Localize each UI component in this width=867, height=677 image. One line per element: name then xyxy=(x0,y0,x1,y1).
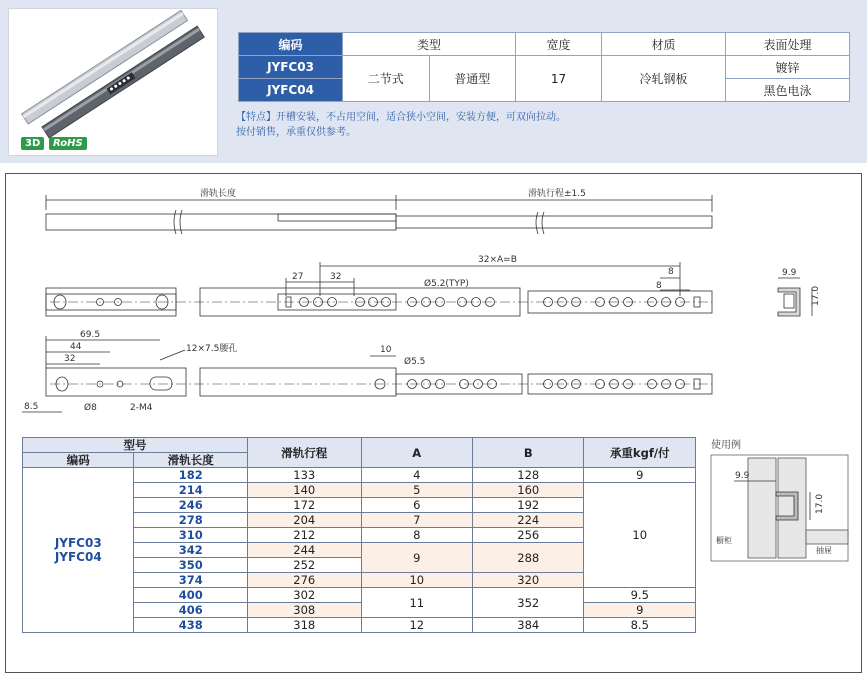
length-cell: 214 xyxy=(134,483,248,498)
hole-5-5-label: Ø5.5 xyxy=(404,357,426,367)
length-cell: 400 xyxy=(134,588,248,603)
typ-hole-label: Ø5.2(TYP) xyxy=(424,279,469,289)
travel-cell: 276 xyxy=(248,573,362,588)
spec-header-material: 材质 xyxy=(602,33,726,56)
model-code: JYFC04 xyxy=(54,550,102,564)
length-cell: 438 xyxy=(134,618,248,633)
travel-cell: 172 xyxy=(248,498,362,513)
travel-cell: 140 xyxy=(248,483,362,498)
spec-header-surface: 表面处理 xyxy=(726,33,850,56)
spec-header-type: 类型 xyxy=(343,33,516,56)
travel-cell: 318 xyxy=(248,618,362,633)
b-cell: 288 xyxy=(473,543,584,573)
length-cell: 182 xyxy=(134,468,248,483)
dim-10-label: 10 xyxy=(380,345,392,355)
spec-width: 17 xyxy=(516,56,602,102)
b-header: B xyxy=(473,438,584,468)
b-cell: 320 xyxy=(473,573,584,588)
dim-8-label: 8 xyxy=(656,281,662,291)
cabinet-label: 橱柜 xyxy=(716,536,732,545)
length-cell: 310 xyxy=(134,528,248,543)
features-note: 【特点】开槽安装，不占用空间，适合狭小空间，安装方便，可双向拉动。 xyxy=(236,112,566,123)
hole-8-label: Ø8 xyxy=(84,403,97,413)
length-header: 滑轨长度 xyxy=(134,453,248,468)
usage-width-label: 9.9 xyxy=(735,471,750,481)
spec-code: JYFC04 xyxy=(239,79,343,102)
length-cell: 406 xyxy=(134,603,248,618)
a-cell: 9 xyxy=(361,543,472,573)
model-code: JYFC03 xyxy=(54,536,102,550)
side-height-label: 17.0 xyxy=(811,285,821,306)
side-width-label: 9.9 xyxy=(782,268,797,278)
table-row xyxy=(23,468,696,483)
travel-cell: 133 xyxy=(248,468,362,483)
b-cell: 256 xyxy=(473,528,584,543)
travel-cell: 252 xyxy=(248,558,362,573)
spec-type-kind: 普通型 xyxy=(429,56,516,102)
load-cell: 9.5 xyxy=(584,588,696,603)
travel-cell: 244 xyxy=(248,543,362,558)
dim-27-label: 27 xyxy=(292,272,304,282)
length-cell: 374 xyxy=(134,573,248,588)
a-header: A xyxy=(361,438,472,468)
length-cell: 278 xyxy=(134,513,248,528)
length-cell: 350 xyxy=(134,558,248,573)
dim-32-label: 32 xyxy=(64,354,76,364)
a-cell: 5 xyxy=(361,483,472,498)
dim-8-5-label: 8.5 xyxy=(24,402,39,412)
length-view xyxy=(46,195,712,234)
spec-header-width: 宽度 xyxy=(516,33,602,56)
drawer-label: 抽屉 xyxy=(816,546,832,555)
code-header: 编码 xyxy=(23,453,134,468)
slide-travel-label: 滑轨行程±1.5 xyxy=(528,189,586,199)
load-header: 承重kgf/付 xyxy=(584,438,696,468)
load-cell: 10 xyxy=(584,483,696,588)
load-cell: 9 xyxy=(584,468,696,483)
side-profile xyxy=(778,278,812,316)
dim-32-label: 32 xyxy=(330,272,342,282)
spec-header-code: 编码 xyxy=(239,33,343,56)
m4-label: 2-M4 xyxy=(130,403,153,413)
bottom-view xyxy=(22,336,712,412)
a-cell: 11 xyxy=(361,588,472,618)
b-cell: 192 xyxy=(473,498,584,513)
b-cell: 352 xyxy=(473,588,584,618)
load-cell: 9 xyxy=(584,603,696,618)
b-cell: 384 xyxy=(473,618,584,633)
spec-code: JYFC03 xyxy=(239,56,343,79)
model-group-header: 型号 xyxy=(23,438,248,453)
slot-label: 12×7.5腰孔 xyxy=(186,344,238,354)
spec-surface: 黑色电泳 xyxy=(726,79,850,102)
dim-69-5-label: 69.5 xyxy=(80,330,101,340)
load-cell: 8.5 xyxy=(584,618,696,633)
b-cell: 128 xyxy=(473,468,584,483)
travel-header: 滑轨行程 xyxy=(248,438,362,468)
rohs-badge: RoHS xyxy=(49,137,87,150)
spec-surface: 镀锌 xyxy=(726,56,850,79)
travel-cell: 308 xyxy=(248,603,362,618)
length-cell: 342 xyxy=(134,543,248,558)
length-cell: 246 xyxy=(134,498,248,513)
dim-8-label: 8 xyxy=(668,267,674,277)
spec-type-sections: 二节式 xyxy=(343,56,430,102)
3d-badge: 3D xyxy=(21,137,44,150)
slide-length-label: 滑轨长度 xyxy=(200,189,237,199)
a-cell: 4 xyxy=(361,468,472,483)
usage-title: 使用例 xyxy=(711,440,741,451)
usage-height-label: 17.0 xyxy=(815,493,825,514)
a-cell: 10 xyxy=(361,573,472,588)
dim-32xa-label: 32×A=B xyxy=(478,255,517,265)
travel-cell: 302 xyxy=(248,588,362,603)
a-cell: 6 xyxy=(361,498,472,513)
dim-44-label: 44 xyxy=(70,342,82,352)
travel-cell: 212 xyxy=(248,528,362,543)
size-table xyxy=(22,437,696,633)
hole-pattern-view xyxy=(46,262,712,316)
b-cell: 224 xyxy=(473,513,584,528)
a-cell: 7 xyxy=(361,513,472,528)
pricing-note: 按付销售，承重仅供参考。 xyxy=(236,127,356,138)
b-cell: 160 xyxy=(473,483,584,498)
model-cell xyxy=(23,468,134,633)
spec-material: 冷轧钢板 xyxy=(602,56,726,102)
a-cell: 8 xyxy=(361,528,472,543)
a-cell: 12 xyxy=(361,618,472,633)
travel-cell: 204 xyxy=(248,513,362,528)
